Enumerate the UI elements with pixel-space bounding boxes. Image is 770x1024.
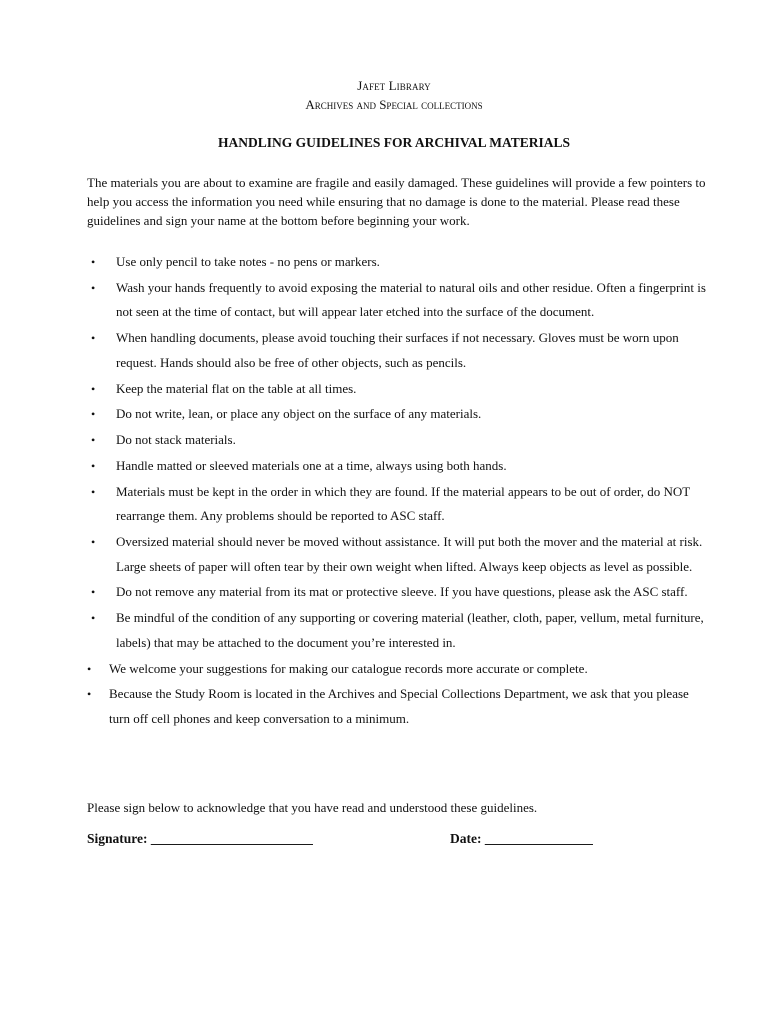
guideline-text: Use only pencil to take notes - no pens or markers.	[116, 254, 380, 269]
guideline-item	[87, 250, 712, 275]
bullet-icon: •	[91, 381, 96, 396]
guideline-text: Handle matted or sleeved materials one at a time, always using both hands.	[116, 457, 507, 473]
guideline-text: When handling documents, please avoid touching their surfaces if not necessary. Gloves must be worn upon request. Hands should also be free of other objects, such as pencils.	[116, 330, 679, 370]
bullet-icon: •	[91, 433, 96, 448]
bullet-icon: •	[91, 407, 96, 422]
guideline-item	[87, 480, 712, 529]
guideline-item	[87, 530, 712, 579]
guideline-item	[87, 454, 712, 479]
guideline-text: Materials must be kept in the order in which they are found. If the material appears to be out of order, do NOT rearrange them. Any problems should be reported to ASC staff.	[116, 483, 690, 524]
acknowledgement-text: Please sign below to acknowledge that you have read and understood these guidelines.	[87, 800, 538, 815]
bullet-icon: •	[91, 611, 96, 626]
guideline-text: Keep the material flat on the table at all times.	[116, 380, 357, 396]
bullet-icon: •	[91, 458, 96, 473]
guideline-text: Be mindful of the condition of any supporting or covering material (leather, cloth, paper, vellum, metal furniture, labels) that may be attached to the document you’re interested in.	[116, 610, 704, 650]
intro-paragraph: The materials you are about to examine are fragile and easily damaged. These guidelines will provide a few pointers to help you access the information you need while ensuring that no damage is done to the material. Please read these guidelines and sign your name at the bottom before beginning your work.	[87, 175, 706, 228]
guideline-item	[87, 606, 712, 655]
bullet-icon: •	[91, 331, 96, 346]
guideline-item	[87, 326, 712, 375]
bullet-icon: •	[87, 687, 92, 702]
guideline-item	[87, 276, 712, 325]
bullet-icon: •	[91, 255, 96, 269]
guideline-text: Wash your hands frequently to avoid exposing the material to natural oils and other residue. Often a fingerprint is not seen at the time of contact, but will appear later etched into the surface of the document.	[116, 279, 706, 320]
guideline-item	[87, 580, 712, 605]
bullet-icon: •	[91, 585, 96, 600]
guideline-text: Do not stack materials.	[116, 432, 236, 448]
department-name: Archives and Special collections	[305, 97, 483, 112]
guideline-item	[87, 682, 712, 731]
bullet-icon: •	[91, 535, 96, 550]
guideline-text: Do not write, lean, or place any object on the surface of any materials.	[116, 406, 482, 422]
signature-line: Signature: ________________________	[87, 831, 313, 846]
guideline-text: Oversized material should never be moved without assistance. It will put both the mover and the material at risk. Large sheets of paper will often tear by their own weight when lifted. Always keep objects as level as possible.	[116, 534, 703, 574]
bullet-icon: •	[91, 280, 96, 295]
document-title: HANDLING GUIDELINES FOR ARCHIVAL MATERIALS	[217, 135, 571, 150]
library-name: Jafet Library	[357, 78, 431, 93]
guideline-text: We welcome your suggestions for making our catalogue records more accurate or complete.	[109, 660, 588, 676]
guideline-item	[87, 428, 712, 453]
guideline-text: Because the Study Room is located in the Archives and Special Collections Department, we ask that you please turn off cell phones and keep conversation to a minimum.	[109, 686, 689, 726]
date-line: Date: ________________	[450, 831, 593, 846]
guideline-item	[87, 402, 712, 427]
guideline-item	[87, 377, 712, 402]
guidelines-list	[87, 250, 712, 733]
guideline-item	[87, 657, 712, 682]
bullet-icon: •	[91, 484, 96, 499]
bullet-icon: •	[87, 661, 92, 676]
guideline-text: Do not remove any material from its mat or protective sleeve. If you have questions, please ask the ASC staff.	[116, 584, 688, 600]
